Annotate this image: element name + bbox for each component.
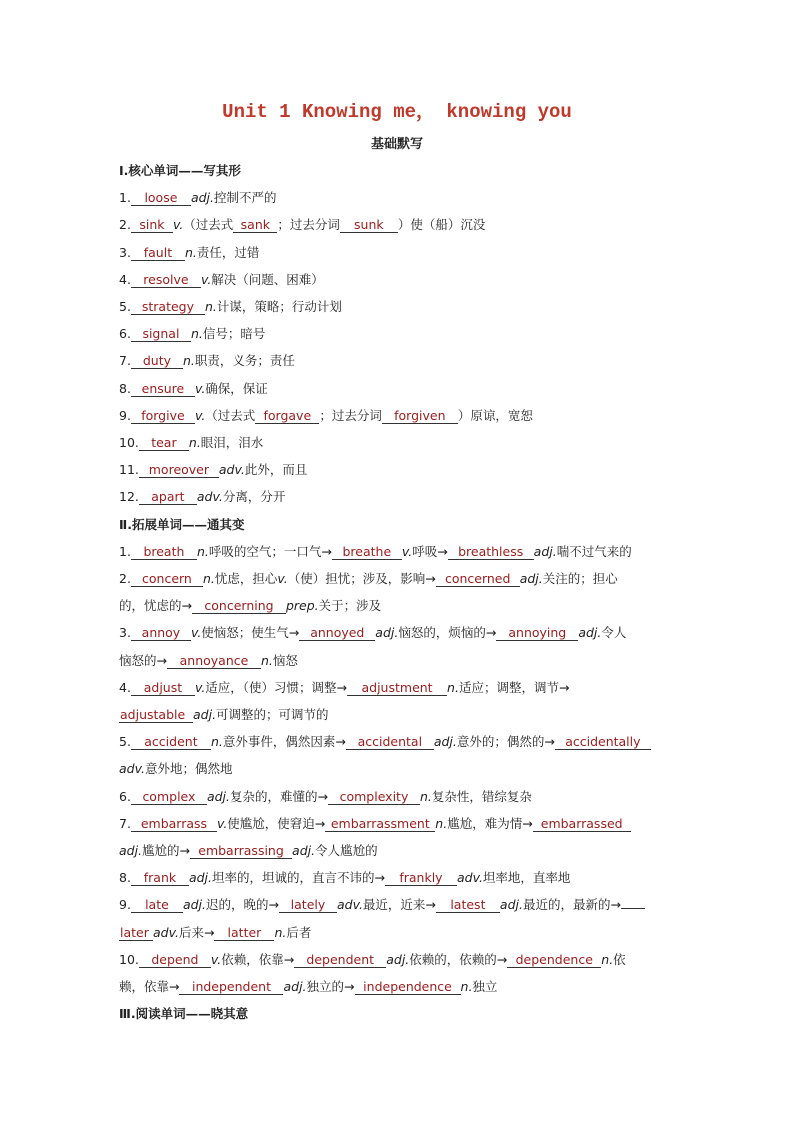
item-number: 9. xyxy=(119,407,131,423)
list-item-continuation xyxy=(119,919,679,946)
item-number: 2. xyxy=(119,217,131,233)
part-of-speech: adv. xyxy=(196,489,223,505)
part-of-speech: adj. xyxy=(499,897,523,913)
meaning-text: 依赖的，依赖的→ xyxy=(409,951,508,967)
list-item xyxy=(119,456,679,483)
answer-blank: annoyed xyxy=(299,626,375,641)
answer-blank: concerning xyxy=(192,599,286,614)
answer-blank: embarrassed xyxy=(533,817,631,832)
answer-blank: independence xyxy=(355,980,461,995)
answer-blank: late xyxy=(131,898,183,913)
item-number: 7. xyxy=(119,353,131,369)
meaning-text: 意外地；偶然地 xyxy=(144,761,233,777)
part-of-speech: adj. xyxy=(292,843,316,859)
meaning-text: 复杂性，错综复杂 xyxy=(431,788,532,804)
meaning-text: 尴尬的→ xyxy=(142,843,191,859)
part-of-speech: v. xyxy=(200,271,212,287)
part-of-speech: n. xyxy=(435,815,448,831)
item-number: 4. xyxy=(119,679,131,695)
item-number: 12. xyxy=(119,489,139,505)
answer-blank: adjust xyxy=(131,681,195,696)
part-of-speech: adv. xyxy=(456,870,483,886)
item-number: 3. xyxy=(119,244,131,260)
list-item xyxy=(119,239,679,266)
answer-blank: fault xyxy=(131,246,185,261)
answer-blank: ensure xyxy=(131,382,195,397)
meaning-text: ；过去分词 xyxy=(277,217,340,233)
part-of-speech: n. xyxy=(210,734,223,750)
list-item xyxy=(119,483,679,510)
item-number: 5. xyxy=(119,299,131,315)
answer-blank: annoyance xyxy=(167,654,261,669)
meaning-text: 确保，保证 xyxy=(205,380,268,396)
meaning-text: 此外，而且 xyxy=(244,462,308,478)
part-of-speech: n. xyxy=(460,979,473,995)
part-of-speech: adv. xyxy=(153,924,179,940)
answer-blank: apart xyxy=(139,490,197,505)
part-of-speech: prep. xyxy=(285,598,319,614)
meaning-text: 适应；调整，调节→ xyxy=(458,679,570,695)
answer-blank: tear xyxy=(139,436,189,451)
answer-blank: breathless xyxy=(448,545,534,560)
meaning-text: 喘不过气来的 xyxy=(556,543,632,559)
answer-blank: sunk xyxy=(340,218,398,233)
part-of-speech: n. xyxy=(274,924,287,940)
part-of-speech: adv. xyxy=(336,897,363,913)
part-of-speech: adj. xyxy=(206,788,230,804)
section-heading: Ⅱ.拓展单词——通其变 xyxy=(119,516,245,532)
part-of-speech: n. xyxy=(601,951,614,967)
list-item xyxy=(119,864,679,891)
answer-blank: accidental xyxy=(346,735,434,750)
item-number: 6. xyxy=(119,788,131,804)
answer-blank: accidentally xyxy=(555,735,651,750)
meaning-text: 适应，（使）习惯；调整→ xyxy=(205,679,348,695)
meaning-text: 最近的，最新的→ xyxy=(522,897,621,913)
answer-blank: frank xyxy=(131,871,189,886)
answer-blank xyxy=(621,908,645,909)
answer-blank: annoy xyxy=(131,626,191,641)
answer-blank: duty xyxy=(131,354,183,369)
list-item xyxy=(119,375,679,402)
answer-blank: forgive xyxy=(131,409,195,424)
item-number: 11. xyxy=(119,462,139,478)
answer-blank: loose xyxy=(131,191,191,206)
answer-blank: moreover xyxy=(139,463,219,478)
list-item xyxy=(119,266,679,293)
list-item xyxy=(119,293,679,320)
meaning-text: 最近，近来→ xyxy=(362,897,436,913)
page-subtitle: 基础默写 xyxy=(370,137,423,152)
meaning-text: 后来→ xyxy=(178,924,215,940)
meaning-text: 恼怒 xyxy=(272,652,298,668)
meaning-text: 恼怒的，烦恼的→ xyxy=(398,625,497,641)
list-item xyxy=(119,946,679,973)
section-heading: Ⅰ.核心单词——写其形 xyxy=(119,163,241,178)
answer-blank: depend xyxy=(139,953,211,968)
meaning-text: 依 xyxy=(613,951,626,967)
part-of-speech: v. xyxy=(194,679,206,695)
meaning-text: 职责，义务；责任 xyxy=(194,353,295,369)
meaning-text: 的，忧虑的→ xyxy=(119,598,192,614)
meaning-text: 关注的；担心 xyxy=(542,571,618,587)
meaning-text: （过去式 xyxy=(205,407,256,423)
item-number: 6. xyxy=(119,326,131,342)
list-item xyxy=(119,429,679,456)
meaning-text: 令人尴尬的 xyxy=(315,843,378,859)
list-item xyxy=(119,619,679,646)
part-of-speech: adj. xyxy=(433,734,457,750)
list-item xyxy=(119,347,679,374)
list-item-continuation xyxy=(119,592,679,619)
part-of-speech: adv. xyxy=(218,462,245,478)
list-item-continuation xyxy=(119,837,679,864)
answer-blank: breath xyxy=(131,545,197,560)
part-of-speech: adj. xyxy=(188,870,212,886)
meaning-text: ）使（船）沉没 xyxy=(397,217,486,233)
meaning-text: 意外事件，偶然因素→ xyxy=(222,734,346,750)
list-item-continuation xyxy=(119,701,679,728)
item-number: 8. xyxy=(119,870,131,886)
list-item xyxy=(119,211,679,238)
list-item xyxy=(119,565,679,592)
page-title: Unit 1 Knowing me， knowing you xyxy=(222,101,572,123)
list-item-continuation xyxy=(119,647,679,674)
meaning-text: 信号；暗号 xyxy=(202,326,266,342)
part-of-speech: v. xyxy=(194,380,206,396)
answer-blank: annoying xyxy=(496,626,578,641)
item-number: 1. xyxy=(119,190,131,206)
answer-blank: frankly xyxy=(385,871,457,886)
list-item-continuation xyxy=(119,973,679,1000)
answer-blank: concerned xyxy=(436,572,520,587)
meaning-text: 关于；涉及 xyxy=(318,598,382,614)
item-number: 1. xyxy=(119,543,131,559)
meaning-text: 呼吸的空气；一口气→ xyxy=(208,543,332,559)
part-of-speech: adj. xyxy=(119,843,143,859)
item-number: 10. xyxy=(119,951,139,967)
meaning-text: 眼泪，泪水 xyxy=(200,435,264,451)
meaning-text: 恼怒的→ xyxy=(119,652,167,668)
list-item-continuation xyxy=(119,755,679,782)
answer-blank: concern xyxy=(131,572,203,587)
part-of-speech: v. xyxy=(210,951,222,967)
answer-blank: forgave xyxy=(255,409,319,424)
meaning-text: 依赖，依靠→ xyxy=(221,951,295,967)
answer-blank: dependent xyxy=(294,953,386,968)
meaning-text: （使）担忧；涉及，影响→ xyxy=(287,571,436,587)
meaning-text: 计谋，策略；行动计划 xyxy=(216,299,342,315)
list-item xyxy=(119,402,679,429)
part-of-speech: adj. xyxy=(375,625,399,641)
part-of-speech: v. xyxy=(277,571,288,587)
meaning-text: 解决（问题、困难） xyxy=(211,271,324,287)
meaning-text: 使尴尬，使窘迫→ xyxy=(227,815,326,831)
item-number: 5. xyxy=(119,734,131,750)
answer-blank: adjustable xyxy=(119,708,193,723)
meaning-text: 复杂的，难懂的→ xyxy=(229,788,328,804)
part-of-speech: n. xyxy=(204,299,217,315)
meaning-text: 令人 xyxy=(601,625,627,641)
item-number: 7. xyxy=(119,815,131,831)
list-item xyxy=(119,320,679,347)
answer-blank: embarrassing xyxy=(190,844,292,859)
list-item xyxy=(119,728,679,755)
answer-blank: latest xyxy=(436,898,500,913)
answer-blank: sank xyxy=(233,218,277,233)
item-number: 2. xyxy=(119,571,131,587)
item-number: 4. xyxy=(119,271,131,287)
part-of-speech: adj. xyxy=(182,897,206,913)
meaning-text: 后者 xyxy=(286,924,312,940)
part-of-speech: n. xyxy=(190,326,203,342)
answer-blank: strategy xyxy=(131,300,205,315)
list-item xyxy=(119,538,679,565)
answer-blank: dependence xyxy=(507,953,601,968)
answer-blank: adjustment xyxy=(347,681,447,696)
answer-blank: later xyxy=(119,926,153,941)
part-of-speech: adj. xyxy=(578,625,602,641)
part-of-speech: v. xyxy=(194,407,206,423)
meaning-text: 控制不严的 xyxy=(213,190,277,206)
item-number: 9. xyxy=(119,897,131,913)
list-item xyxy=(119,674,679,701)
part-of-speech: adj. xyxy=(190,190,214,206)
meaning-text: 忧虑，担心 xyxy=(214,571,278,587)
answer-blank: signal xyxy=(131,327,191,342)
list-item xyxy=(119,810,679,837)
part-of-speech: adj. xyxy=(386,951,410,967)
meaning-text: 独立 xyxy=(472,979,498,995)
part-of-speech: n. xyxy=(196,543,209,559)
part-of-speech: n. xyxy=(188,435,201,451)
meaning-text: 坦率的，坦诚的，直言不讳的→ xyxy=(211,870,385,886)
answer-blank: latter xyxy=(214,926,274,941)
meaning-text: 呼吸→ xyxy=(412,543,448,559)
item-number: 3. xyxy=(119,625,131,641)
part-of-speech: v. xyxy=(172,217,184,233)
answer-blank: breathe xyxy=(332,545,402,560)
item-number: 8. xyxy=(119,380,131,396)
answer-blank: accident xyxy=(131,735,211,750)
meaning-text: 可调整的；可调节的 xyxy=(216,707,329,723)
part-of-speech: adj. xyxy=(283,979,307,995)
part-of-speech: adj. xyxy=(193,707,217,723)
list-item xyxy=(119,891,679,918)
meaning-text: 独立的→ xyxy=(306,979,355,995)
list-item xyxy=(119,184,679,211)
section-heading: Ⅲ.阅读单词——晓其意 xyxy=(119,1006,249,1022)
meaning-text: 迟的，晚的→ xyxy=(205,897,279,913)
part-of-speech: v. xyxy=(216,815,228,831)
answer-blank: embarrass xyxy=(131,817,217,832)
meaning-text: 坦率地，直率地 xyxy=(482,870,571,886)
answer-blank: forgiven xyxy=(382,409,458,424)
meaning-text: ；过去分词 xyxy=(319,407,382,423)
answer-blank: sink xyxy=(131,218,173,233)
answer-blank: resolve xyxy=(131,273,201,288)
part-of-speech: n. xyxy=(260,652,273,668)
meaning-text: 意外的；偶然的→ xyxy=(456,734,555,750)
meaning-text: 责任，过错 xyxy=(196,244,260,260)
meaning-text: 使恼怒；使生气→ xyxy=(201,625,300,641)
part-of-speech: n. xyxy=(447,679,459,695)
list-item xyxy=(119,783,679,810)
meaning-text: 分离，分开 xyxy=(222,489,286,505)
part-of-speech: v. xyxy=(190,625,202,641)
answer-blank: embarrassment xyxy=(325,817,435,832)
answer-blank: independent xyxy=(179,980,283,995)
answer-blank: complex xyxy=(131,790,207,805)
part-of-speech: adj. xyxy=(519,571,543,587)
part-of-speech: n. xyxy=(182,353,195,369)
part-of-speech: v. xyxy=(401,543,413,559)
document-content xyxy=(119,157,679,1028)
part-of-speech: n. xyxy=(202,571,215,587)
part-of-speech: n. xyxy=(184,244,197,260)
meaning-text: （过去式 xyxy=(183,217,234,233)
item-number: 10. xyxy=(119,435,139,451)
answer-blank: lately xyxy=(279,898,337,913)
meaning-text: 尴尬，难为情→ xyxy=(447,815,533,831)
meaning-text: 赖，依靠→ xyxy=(119,979,180,995)
meaning-text: ）原谅，宽恕 xyxy=(457,407,533,423)
answer-blank: complexity xyxy=(328,790,420,805)
part-of-speech: adj. xyxy=(533,543,557,559)
part-of-speech: adv. xyxy=(119,761,145,777)
part-of-speech: n. xyxy=(419,788,432,804)
